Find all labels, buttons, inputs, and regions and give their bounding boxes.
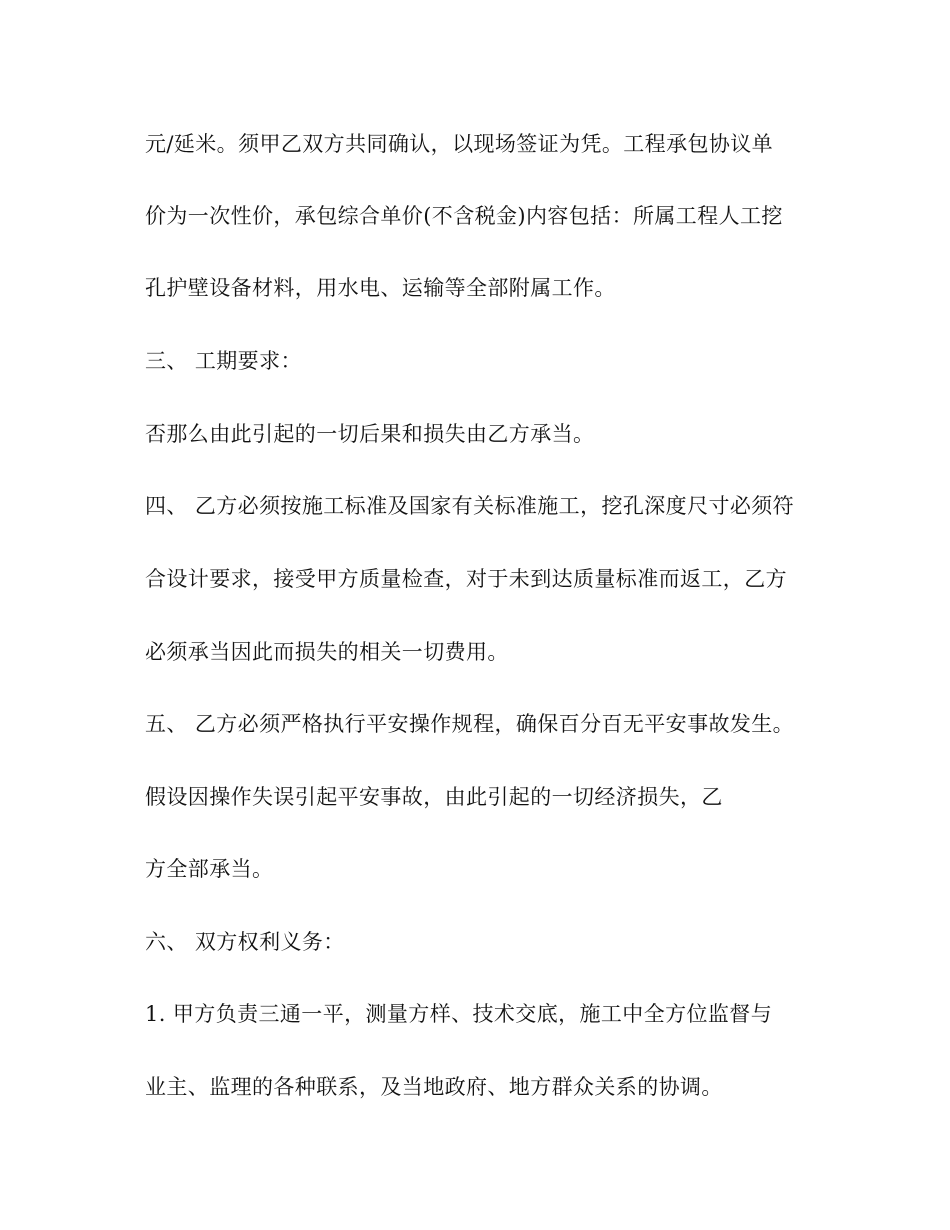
text-line: 假设因操作失误引起平安事故，由此引起的一切经济损失，乙 [145, 785, 723, 809]
text-line: 孔护壁设备材料，用水电、运输等全部附属工作。 [145, 276, 616, 300]
section-heading-safety: 五、 乙方必须严格执行平安操作规程，确保百分百无平安事故发生。 [145, 712, 795, 736]
section-heading-standards: 四、 乙方必须按施工标准及国家有关标准施工，挖孔深度尺寸必须符 [145, 494, 795, 518]
text-line: 价为一次性价，承包综合单价(不含税金)内容包括：所属工程人工挖 [145, 204, 783, 228]
text-line: 元/延米。须甲乙双方共同确认，以现场签证为凭。工程承包协议单 [145, 132, 774, 156]
section-heading-rights: 六、 双方权利义务： [145, 930, 345, 954]
section-heading-schedule: 三、 工期要求： [145, 349, 302, 373]
text-line: 否那么由此引起的一切后果和损失由乙方承当。 [145, 422, 595, 446]
list-item: 1. 甲方负责三通一平，测量方样、技术交底，施工中全方位监督与 [145, 1002, 773, 1026]
text-line: 合设计要求，接受甲方质量检查，对于未到达质量标准而返工，乙方 [145, 567, 787, 591]
text-line: 业主、监理的各种联系，及当地政府、地方群众关系的协调。 [145, 1075, 723, 1099]
text-line: 必须承当因此而损失的相关一切费用。 [145, 640, 509, 664]
text-line: 方全部承当。 [145, 857, 274, 881]
